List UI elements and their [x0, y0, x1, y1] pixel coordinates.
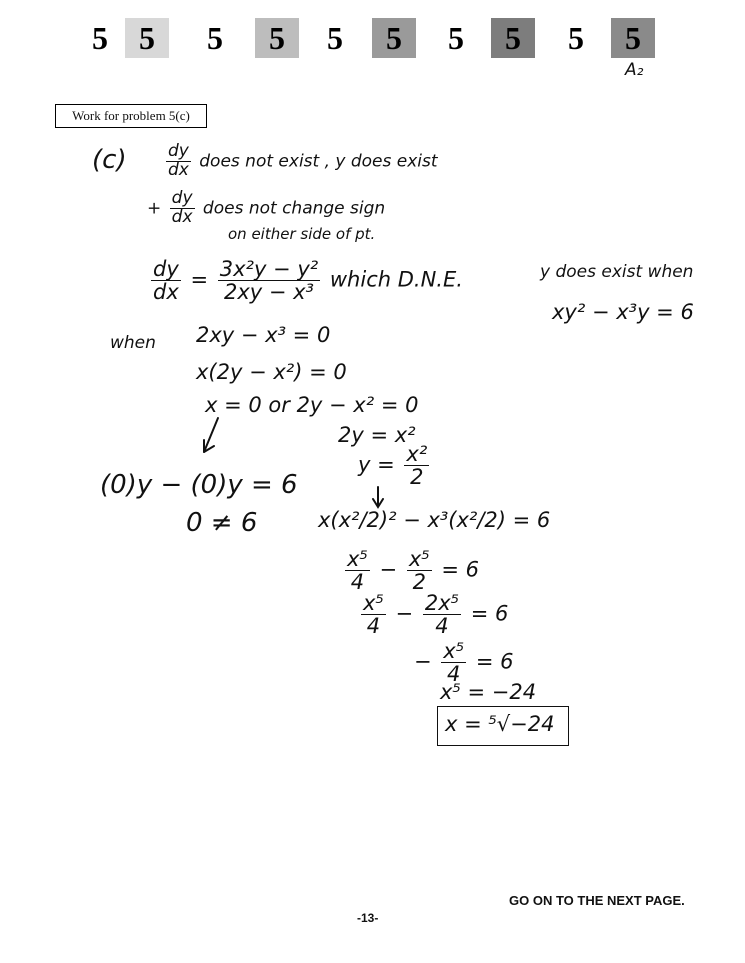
simplify-step-3-tail: = 6 [475, 649, 514, 674]
fraction-denominator: dx [168, 159, 189, 180]
part-label: (c) [92, 145, 127, 175]
step-2: x(2y − x²) = 0 [196, 360, 347, 384]
fraction-numerator: x⁵ [347, 547, 368, 571]
fraction-denominator: 2xy − x³ [223, 280, 314, 305]
when-label: when [110, 333, 156, 353]
next-page-note: GO ON TO THE NEXT PAGE. [509, 893, 685, 908]
fraction-denominator: dx [153, 280, 179, 305]
left-check-1: (0)y − (0)y = 6 [100, 470, 298, 500]
fraction-numerator: x² [406, 442, 428, 466]
simplify-step-3-prefix: − [414, 649, 432, 674]
simplify-step-1-tail: = 6 [441, 557, 480, 582]
page-number: -13- [357, 911, 379, 925]
fraction-denominator: 4 [435, 614, 449, 639]
header-digit-shaded: 5 [372, 18, 416, 58]
line1-text: does not exist , y does exist [199, 151, 438, 172]
header-digit-shaded: 5 [611, 18, 655, 58]
step-5-lhs: y = [358, 452, 395, 477]
final-answer: x = ⁵√−24 [445, 712, 555, 736]
header-digit: 5 [448, 20, 464, 56]
fraction-denominator: 2 [410, 465, 424, 490]
simplify-step-2-tail: = 6 [470, 601, 509, 626]
step-4: 2y = x² [338, 423, 416, 447]
header-digit-shaded: 5 [255, 18, 299, 58]
substitution-line: x(x²/2)² − x³(x²/2) = 6 [318, 508, 551, 532]
derivative-tail: which D.N.E. [329, 267, 463, 292]
simplify-step-4: x⁵ = −24 [440, 680, 537, 704]
right-note-line2: xy² − x³y = 6 [552, 300, 694, 324]
equals-sign: = [190, 267, 209, 292]
simplify-step-1: $\frac{\text{x⁵}}{4}$ − $\frac{\text{x⁵}}{2}$ = 6 [347, 547, 480, 595]
fraction-numerator: x⁵ [363, 591, 384, 615]
fraction-numerator: dy [168, 141, 189, 161]
line2-text: does not change sign [202, 198, 386, 219]
fraction-numerator: dy [153, 257, 179, 281]
header-digit: 5 [568, 20, 584, 56]
fraction-numerator: dy [171, 188, 193, 208]
fraction-numerator: 3x²y − y² [219, 257, 319, 281]
line3-text: on either side of pt. [228, 225, 376, 243]
header-digit: 5 [92, 20, 108, 56]
score-stamp: A₂ [625, 60, 644, 80]
line2-prefix: + [147, 198, 162, 219]
fraction-denominator: 4 [366, 614, 381, 639]
fraction-numerator: 2x⁵ [424, 591, 460, 615]
fraction-numerator: x⁵ [443, 639, 465, 663]
left-check-2: 0 ≠ 6 [186, 508, 258, 538]
simplify-step-2: $\frac{\text{x⁵}}{4}$ − $\frac{\text{2x⁵}}{4}$ = 6 [363, 591, 509, 639]
header-digit-shaded: 5 [125, 18, 169, 58]
header-digit: 5 [327, 20, 343, 56]
fraction-numerator: x⁵ [408, 547, 430, 571]
step-3: x = 0 or 2y − x² = 0 [205, 393, 419, 417]
work-label-box: Work for problem 5(c) [55, 104, 207, 128]
fraction-denominator: 4 [447, 662, 461, 687]
fraction-denominator: 2 [412, 570, 426, 595]
header-digit: 5 [207, 20, 223, 56]
step-1: 2xy − x³ = 0 [196, 323, 331, 347]
fraction-denominator: dx [171, 206, 193, 227]
fraction-denominator: 4 [350, 570, 365, 595]
header-digit-shaded: 5 [491, 18, 535, 58]
right-note-line1: y does exist when [540, 262, 694, 282]
